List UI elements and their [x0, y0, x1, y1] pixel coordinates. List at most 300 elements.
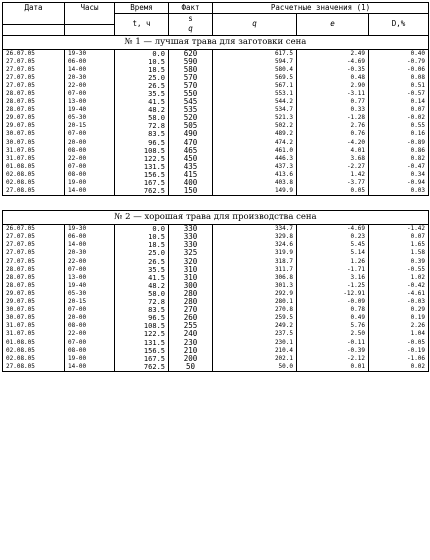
cell-calc-d: 0.08	[369, 74, 429, 82]
cell-calc-e: -12.91	[297, 290, 369, 298]
cell-calc-q: 259.5	[213, 314, 297, 322]
cell-hours: 20-30	[65, 249, 115, 257]
cell-calc-q: 569.5	[213, 74, 297, 82]
cell-calc-e: 0.48	[297, 74, 369, 82]
section-title: № 2 — хорошая трава для производства сена	[3, 211, 429, 225]
header-fact: Факт	[169, 3, 213, 14]
cell-date: 29.07.05	[3, 114, 65, 122]
cell-time: 108.5	[115, 322, 169, 330]
cell-hours: 22-00	[65, 155, 115, 163]
cell-time: 156.5	[115, 347, 169, 355]
table-row	[3, 282, 429, 290]
table-row	[3, 274, 429, 282]
cell-calc-d: -0.79	[369, 58, 429, 66]
cell-hours: 06-00	[65, 233, 115, 241]
cell-calc-e: -4.69	[297, 58, 369, 66]
cell-calc-q: 306.8	[213, 274, 297, 282]
cell-calc-e: -0.39	[297, 347, 369, 355]
table-row	[3, 241, 429, 249]
cell-calc-d: -1.42	[369, 225, 429, 234]
cell-calc-e: -0.09	[297, 298, 369, 306]
cell-fact: 520	[169, 114, 213, 122]
table-row	[3, 233, 429, 241]
cell-time: 41.5	[115, 274, 169, 282]
cell-fact: 490	[169, 130, 213, 138]
cell-fact: 150	[169, 187, 213, 196]
table-row	[3, 58, 429, 66]
cell-calc-q: 311.7	[213, 266, 297, 274]
cell-calc-q: 324.6	[213, 241, 297, 249]
section-title: № 1 — лучшая трава для заготовки сена	[3, 35, 429, 49]
cell-calc-d: 0.40	[369, 49, 429, 58]
cell-fact: 505	[169, 122, 213, 130]
cell-calc-d: -0.47	[369, 163, 429, 171]
cell-date: 27.08.05	[3, 363, 65, 372]
cell-calc-d: -0.55	[369, 266, 429, 274]
cell-hours: 07-00	[65, 266, 115, 274]
cell-calc-d: -0.57	[369, 90, 429, 98]
cell-date: 26.07.05	[3, 49, 65, 58]
cell-calc-d: 0.86	[369, 147, 429, 155]
cell-date: 02.08.05	[3, 347, 65, 355]
cell-calc-q: 521.3	[213, 114, 297, 122]
header-hours: Часы	[65, 3, 115, 25]
cell-fact: 570	[169, 74, 213, 82]
cell-calc-d: 0.34	[369, 171, 429, 179]
cell-fact: 310	[169, 274, 213, 282]
cell-calc-q: 544.2	[213, 98, 297, 106]
cell-calc-d: 0.03	[369, 187, 429, 196]
table-header	[3, 3, 429, 36]
cell-calc-d: -0.06	[369, 66, 429, 74]
cell-hours: 14-00	[65, 66, 115, 74]
cell-calc-e: 5.14	[297, 249, 369, 257]
cell-fact: 50	[169, 363, 213, 372]
cell-calc-q: 437.3	[213, 163, 297, 171]
cell-calc-e: -1.28	[297, 114, 369, 122]
cell-hours: 19-40	[65, 106, 115, 114]
cell-hours: 20-00	[65, 314, 115, 322]
cell-calc-q: 594.7	[213, 58, 297, 66]
cell-hours: 08-00	[65, 322, 115, 330]
cell-fact: 550	[169, 90, 213, 98]
cell-calc-d: 0.55	[369, 122, 429, 130]
cell-time: 72.8	[115, 298, 169, 306]
cell-calc-e: -1.25	[297, 282, 369, 290]
cell-fact: 260	[169, 314, 213, 322]
cell-date: 30.07.05	[3, 314, 65, 322]
cell-calc-d: -0.94	[369, 179, 429, 187]
cell-hours: 19-30	[65, 225, 115, 234]
cell-time: 35.5	[115, 90, 169, 98]
cell-time: 58.0	[115, 290, 169, 298]
cell-calc-e: -2.27	[297, 163, 369, 171]
cell-hours: 07-00	[65, 163, 115, 171]
table-row	[3, 114, 429, 122]
cell-calc-e: 0.77	[297, 98, 369, 106]
cell-date: 27.07.05	[3, 258, 65, 266]
cell-fact: 620	[169, 49, 213, 58]
cell-hours: 07-00	[65, 90, 115, 98]
cell-date: 27.07.05	[3, 82, 65, 90]
cell-date: 01.08.05	[3, 163, 65, 171]
cell-date: 02.08.05	[3, 171, 65, 179]
cell-hours: 19-00	[65, 179, 115, 187]
cell-calc-d: -0.03	[369, 298, 429, 306]
cell-fact: 580	[169, 66, 213, 74]
cell-calc-d: -0.89	[369, 139, 429, 147]
cell-fact: 470	[169, 139, 213, 147]
cell-date: 28.07.05	[3, 266, 65, 274]
cell-time: 122.5	[115, 330, 169, 338]
table-row	[3, 171, 429, 179]
cell-calc-e: -4.20	[297, 139, 369, 147]
cell-calc-q: 329.8	[213, 233, 297, 241]
cell-time: 25.0	[115, 249, 169, 257]
cell-time: 167.5	[115, 355, 169, 363]
table-row	[3, 155, 429, 163]
cell-hours: 22-00	[65, 330, 115, 338]
table-row	[3, 266, 429, 274]
table-row	[3, 98, 429, 106]
cell-calc-q: 502.2	[213, 122, 297, 130]
cell-time: 25.0	[115, 74, 169, 82]
cell-calc-e: 0.01	[297, 363, 369, 372]
cell-fact: 325	[169, 249, 213, 257]
cell-calc-d: 0.07	[369, 106, 429, 114]
cell-calc-d: 1.04	[369, 330, 429, 338]
table-row	[3, 347, 429, 355]
cell-calc-d: -0.19	[369, 347, 429, 355]
cell-date: 30.07.05	[3, 139, 65, 147]
cell-calc-e: 0.05	[297, 187, 369, 196]
cell-calc-d: 2.26	[369, 322, 429, 330]
cell-time: 41.5	[115, 98, 169, 106]
cell-fact: 330	[169, 233, 213, 241]
cell-fact: 465	[169, 147, 213, 155]
cell-fact: 570	[169, 82, 213, 90]
table-row	[3, 249, 429, 257]
cell-fact: 300	[169, 282, 213, 290]
cell-calc-e: 3.68	[297, 155, 369, 163]
cell-calc-q: 50.0	[213, 363, 297, 372]
cell-time: 0.0	[115, 225, 169, 234]
cell-hours: 13-00	[65, 98, 115, 106]
cell-date: 01.08.05	[3, 339, 65, 347]
table-row	[3, 139, 429, 147]
cell-fact: 400	[169, 179, 213, 187]
cell-hours: 13-00	[65, 274, 115, 282]
cell-fact: 545	[169, 98, 213, 106]
cell-time: 122.5	[115, 155, 169, 163]
table-row	[3, 187, 429, 196]
cell-fact: 415	[169, 171, 213, 179]
cell-calc-e: 2.50	[297, 330, 369, 338]
cell-calc-e: -1.71	[297, 266, 369, 274]
cell-calc-e: 3.16	[297, 274, 369, 282]
cell-calc-d: 0.07	[369, 233, 429, 241]
cell-date: 27.07.05	[3, 249, 65, 257]
cell-calc-q: 617.5	[213, 49, 297, 58]
header-calc-q: q	[213, 14, 297, 36]
table-row	[3, 298, 429, 306]
cell-time: 131.5	[115, 339, 169, 347]
cell-date: 31.07.05	[3, 147, 65, 155]
cell-hours: 07-00	[65, 130, 115, 138]
cell-hours: 20-00	[65, 139, 115, 147]
cell-calc-e: -2.12	[297, 355, 369, 363]
cell-calc-d: -0.42	[369, 282, 429, 290]
table-row	[3, 258, 429, 266]
cell-hours: 14-00	[65, 363, 115, 372]
cell-calc-e: 0.78	[297, 306, 369, 314]
table-row	[3, 314, 429, 322]
table-row	[3, 66, 429, 74]
cell-fact: 270	[169, 306, 213, 314]
cell-time: 108.5	[115, 147, 169, 155]
cell-date: 27.07.05	[3, 58, 65, 66]
cell-hours: 08-00	[65, 171, 115, 179]
cell-calc-d: 1.65	[369, 241, 429, 249]
cell-calc-d: -0.02	[369, 114, 429, 122]
cell-calc-q: 318.7	[213, 258, 297, 266]
cell-hours: 07-00	[65, 306, 115, 314]
cell-calc-q: 280.1	[213, 298, 297, 306]
cell-time: 0.0	[115, 49, 169, 58]
header-fact-q: q	[169, 24, 213, 35]
cell-calc-d: -1.06	[369, 355, 429, 363]
cell-calc-e: -0.35	[297, 66, 369, 74]
cell-calc-q: 534.7	[213, 106, 297, 114]
cell-time: 18.5	[115, 241, 169, 249]
cell-calc-d: 0.14	[369, 98, 429, 106]
table-row	[3, 306, 429, 314]
cell-calc-e: -3.11	[297, 90, 369, 98]
cell-time: 83.5	[115, 130, 169, 138]
cell-fact: 330	[169, 225, 213, 234]
cell-calc-e: 1.26	[297, 258, 369, 266]
cell-time: 96.5	[115, 139, 169, 147]
cell-calc-q: 553.1	[213, 90, 297, 98]
cell-time: 10.5	[115, 233, 169, 241]
header-time-symbol: t, ч	[115, 14, 169, 36]
cell-hours: 14-00	[65, 187, 115, 196]
cell-calc-d: -0.05	[369, 339, 429, 347]
header-calc: Расчетные значения (1)	[213, 3, 429, 14]
cell-time: 26.5	[115, 258, 169, 266]
cell-hours: 08-00	[65, 147, 115, 155]
cell-hours: 22-00	[65, 82, 115, 90]
cell-fact: 280	[169, 290, 213, 298]
cell-fact: 590	[169, 58, 213, 66]
section-heading	[3, 211, 429, 225]
cell-time: 83.5	[115, 306, 169, 314]
cell-calc-d: 0.51	[369, 82, 429, 90]
cell-hours: 06-00	[65, 58, 115, 66]
cell-time: 96.5	[115, 314, 169, 322]
table-body	[3, 35, 429, 371]
cell-fact: 280	[169, 298, 213, 306]
table-row	[3, 225, 429, 234]
cell-calc-e: 0.76	[297, 130, 369, 138]
cell-calc-q: 301.3	[213, 282, 297, 290]
cell-fact: 210	[169, 347, 213, 355]
table-row	[3, 363, 429, 372]
cell-calc-d: 0.29	[369, 306, 429, 314]
cell-calc-q: 292.9	[213, 290, 297, 298]
cell-fact: 435	[169, 163, 213, 171]
cell-fact: 330	[169, 241, 213, 249]
cell-fact: 450	[169, 155, 213, 163]
cell-fact: 200	[169, 355, 213, 363]
cell-calc-e: -4.69	[297, 225, 369, 234]
cell-time: 35.5	[115, 266, 169, 274]
cell-calc-e: 1.42	[297, 171, 369, 179]
cell-calc-q: 413.6	[213, 171, 297, 179]
cell-hours: 19-30	[65, 49, 115, 58]
cell-time: 48.2	[115, 106, 169, 114]
cell-time: 10.5	[115, 58, 169, 66]
table-row	[3, 49, 429, 58]
cell-calc-q: 202.1	[213, 355, 297, 363]
cell-hours: 19-40	[65, 282, 115, 290]
cell-fact: 240	[169, 330, 213, 338]
cell-calc-q: 446.3	[213, 155, 297, 163]
cell-calc-q: 149.9	[213, 187, 297, 196]
cell-calc-e: 5.45	[297, 241, 369, 249]
cell-calc-d: 0.16	[369, 130, 429, 138]
cell-date: 27.07.05	[3, 66, 65, 74]
cell-time: 48.2	[115, 282, 169, 290]
cell-calc-e: 5.76	[297, 322, 369, 330]
cell-calc-e: -3.77	[297, 179, 369, 187]
cell-time: 167.5	[115, 179, 169, 187]
cell-calc-q: 319.9	[213, 249, 297, 257]
cell-calc-q: 249.2	[213, 322, 297, 330]
cell-calc-e: 4.01	[297, 147, 369, 155]
cell-hours: 08-00	[65, 347, 115, 355]
cell-time: 762.5	[115, 187, 169, 196]
header-date: Дата	[3, 3, 65, 25]
data-table	[2, 2, 429, 372]
cell-calc-q: 230.1	[213, 339, 297, 347]
table-row	[3, 147, 429, 155]
table-row	[3, 290, 429, 298]
cell-calc-d: 0.82	[369, 155, 429, 163]
cell-hours: 22-00	[65, 258, 115, 266]
cell-calc-q: 580.4	[213, 66, 297, 74]
cell-calc-q: 567.1	[213, 82, 297, 90]
cell-date: 28.07.05	[3, 282, 65, 290]
cell-calc-d: 1.02	[369, 274, 429, 282]
cell-calc-q: 270.8	[213, 306, 297, 314]
table-row	[3, 355, 429, 363]
cell-date: 31.07.05	[3, 322, 65, 330]
header-calc-e: e	[297, 14, 369, 36]
cell-calc-e: 2.76	[297, 122, 369, 130]
cell-date: 30.07.05	[3, 130, 65, 138]
cell-date: 28.07.05	[3, 98, 65, 106]
cell-calc-d: 1.58	[369, 249, 429, 257]
cell-hours: 05-30	[65, 114, 115, 122]
table-row	[3, 163, 429, 171]
cell-calc-q: 461.0	[213, 147, 297, 155]
table-row	[3, 339, 429, 347]
cell-calc-e: 2.90	[297, 82, 369, 90]
section-heading	[3, 35, 429, 49]
header-calc-d: D,%	[369, 14, 429, 36]
table-row	[3, 330, 429, 338]
table-row	[3, 106, 429, 114]
cell-calc-q: 474.2	[213, 139, 297, 147]
cell-hours: 19-00	[65, 355, 115, 363]
cell-time: 58.0	[115, 114, 169, 122]
cell-date: 02.08.05	[3, 179, 65, 187]
header-fact-s: s	[169, 14, 213, 25]
cell-date: 27.07.05	[3, 233, 65, 241]
cell-calc-e: 0.23	[297, 233, 369, 241]
cell-fact: 310	[169, 266, 213, 274]
cell-date: 29.07.05	[3, 290, 65, 298]
cell-date: 31.07.05	[3, 155, 65, 163]
cell-time: 26.5	[115, 82, 169, 90]
cell-time: 18.5	[115, 66, 169, 74]
cell-calc-q: 403.8	[213, 179, 297, 187]
cell-date: 26.07.05	[3, 225, 65, 234]
cell-hours: 14-00	[65, 241, 115, 249]
cell-calc-q: 489.2	[213, 130, 297, 138]
table-row	[3, 122, 429, 130]
cell-date: 27.07.05	[3, 74, 65, 82]
cell-time: 131.5	[115, 163, 169, 171]
cell-fact: 230	[169, 339, 213, 347]
header-time: Время	[115, 3, 169, 14]
cell-calc-d: 0.02	[369, 363, 429, 372]
cell-calc-d: 0.19	[369, 314, 429, 322]
cell-calc-d: 0.39	[369, 258, 429, 266]
cell-hours: 07-00	[65, 339, 115, 347]
cell-date: 28.07.05	[3, 106, 65, 114]
table-row	[3, 90, 429, 98]
cell-calc-e: -0.11	[297, 339, 369, 347]
table-row	[3, 130, 429, 138]
cell-time: 762.5	[115, 363, 169, 372]
cell-calc-d: -4.61	[369, 290, 429, 298]
cell-calc-q: 237.5	[213, 330, 297, 338]
cell-date: 02.08.05	[3, 355, 65, 363]
document	[2, 2, 428, 372]
cell-time: 156.5	[115, 171, 169, 179]
cell-hours: 20-15	[65, 298, 115, 306]
cell-time: 72.8	[115, 122, 169, 130]
cell-date: 31.07.05	[3, 330, 65, 338]
cell-date: 27.07.05	[3, 241, 65, 249]
cell-fact: 255	[169, 322, 213, 330]
table-row	[3, 322, 429, 330]
cell-hours: 05-30	[65, 290, 115, 298]
cell-calc-e: 0.49	[297, 314, 369, 322]
cell-calc-e: 0.33	[297, 106, 369, 114]
cell-fact: 535	[169, 106, 213, 114]
cell-calc-q: 334.7	[213, 225, 297, 234]
cell-date: 29.07.05	[3, 122, 65, 130]
table-row	[3, 82, 429, 90]
cell-hours: 20-15	[65, 122, 115, 130]
cell-date: 27.08.05	[3, 187, 65, 196]
cell-fact: 320	[169, 258, 213, 266]
cell-calc-e: 2.49	[297, 49, 369, 58]
table-row	[3, 74, 429, 82]
